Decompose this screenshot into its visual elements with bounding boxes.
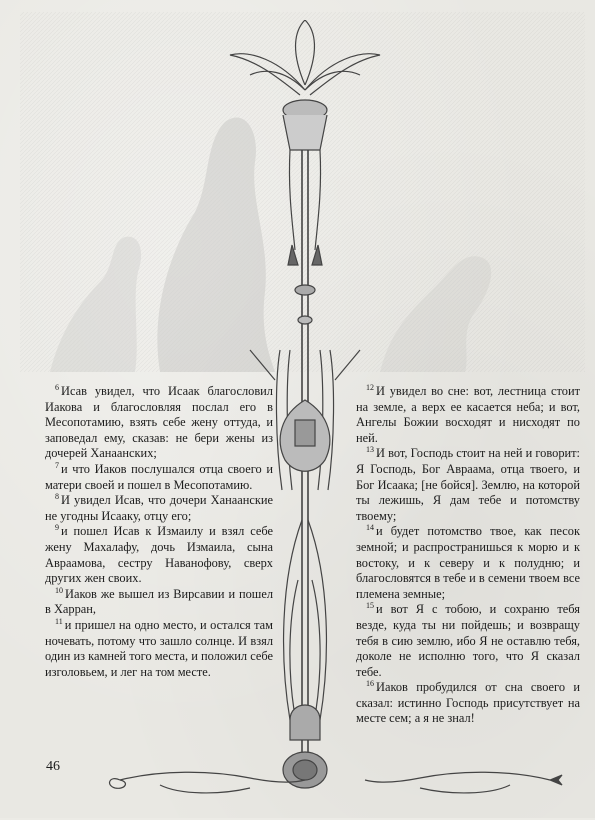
verse: [45, 524, 273, 586]
verse-number: 6: [55, 382, 59, 392]
verse-number: 9: [55, 523, 59, 533]
verse-text: И вот, Господь стоит на ней и говорит: Я Господь, Бог Авраама, отца твоего, и Бог Исаака; [не бойся]. Землю, на которой ты лежишь, Я дам тебе и потомству твоему;: [356, 446, 580, 523]
verse-number: 8: [55, 492, 59, 502]
verse-text: и что Иаков послушался отца своего и матери своей и пошел в Месопотамию.: [45, 461, 273, 492]
verse-number: 13: [366, 445, 374, 455]
verse-text: Исав увидел, что Исаак благословил Иакова и благословляя послал его в Месопотамию, взять себе жену оттуда, и заповедал ему, сказав: не бери жены из дочерей Ханаанских;: [45, 384, 273, 461]
verse-text: Иаков пробудился от сна своего и сказал: истинно Господь присутствует на месте сем; а я не знал!: [356, 680, 580, 726]
verse-text: и пришел на одно место, и остался там ночевать, потому что зашло солнце. И взял один из камней того места, и положил себе изголовьем, и лег на том месте.: [45, 617, 273, 679]
verse: [356, 680, 580, 727]
verse: [356, 524, 580, 602]
base-scroll-ornament: [100, 750, 570, 810]
verse: [356, 602, 580, 680]
verse: [45, 618, 273, 680]
verse: [45, 587, 273, 618]
verse: [45, 462, 273, 493]
right-text-column: [356, 384, 580, 727]
verse-text: Иаков же вышел из Вирсавии и пошел в Харран,: [45, 586, 273, 617]
verse-number: 7: [55, 460, 59, 470]
verse-number: 16: [366, 679, 374, 689]
verse-number: 15: [366, 601, 374, 611]
verse-number: 11: [55, 616, 63, 626]
verse-number: 14: [366, 523, 374, 533]
page-number: 46: [46, 759, 60, 774]
verse: [45, 493, 273, 524]
left-text-column: [45, 384, 273, 680]
verse-text: и пошел Исав к Измаилу и взял себе жену Махалафу, дочь Измаила, сына Авраамова, сестру Наванофову, сверх других жен своих.: [45, 524, 273, 586]
verse-text: И увидел во сне: вот, лестница стоит на земле, а верх ее касается неба; и вот, Ангелы Божии восходят и нисходят по ней.: [356, 384, 580, 445]
verse-text: И увидел Исав, что дочери Ханаанские не угодны Исааку, отцу его;: [45, 493, 273, 523]
verse-text: и вот Я с тобою, и сохраню тебя везде, куда ты ни пойдешь; и возвращу тебя в сию землю, ибо Я не оставлю тебя, доколе не исполню того, что Я сказал тебе.: [356, 602, 580, 679]
verse: [45, 384, 273, 462]
verse-number: 10: [55, 585, 63, 595]
verse: [356, 384, 580, 446]
verse: [356, 446, 580, 524]
verse-number: 12: [366, 382, 374, 392]
verse-text: и будет потомство твое, как песок земной; и распространишься к морю и к востоку, и к северу и к полудню; и благословятся в тебе и в семени твоем все племена земные;: [356, 524, 580, 601]
